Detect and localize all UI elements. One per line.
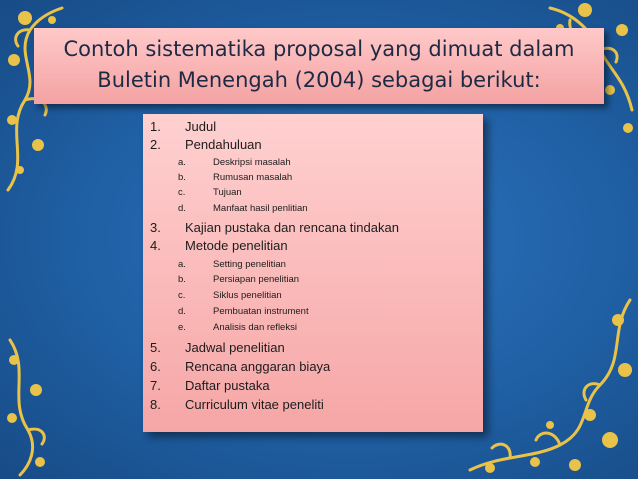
sub-item-label: Rumusan masalah — [213, 172, 293, 183]
sub-item-label: Pembuatan instrument — [213, 306, 309, 317]
sub-item-label: Tujuan — [213, 187, 242, 198]
title-line-1: Contoh sistematika proposal yang dimuat dalam — [63, 37, 575, 61]
list-item-label: Kajian pustaka dan rencana tindakan — [185, 220, 399, 235]
list-item-number: 2. — [150, 137, 161, 152]
sub-item-letter: b. — [178, 172, 186, 183]
list-item-number: 7. — [150, 378, 161, 393]
sub-item-letter: c. — [178, 290, 186, 301]
sub-item-letter: d. — [178, 203, 186, 214]
title-line-2: Buletin Menengah (2004) sebagai berikut: — [97, 68, 541, 92]
list-item-label: Pendahuluan — [185, 137, 262, 152]
list-item-label: Rencana anggaran biaya — [185, 359, 331, 374]
list-item-number: 3. — [150, 220, 161, 235]
sub-item-label: Siklus penelitian — [213, 290, 282, 301]
list-item-number: 4. — [150, 238, 161, 253]
list-item-label: Curriculum vitae peneliti — [185, 397, 324, 412]
slide-title — [34, 28, 604, 104]
ornament-bottom-left-icon — [0, 330, 60, 479]
list-item-label: Jadwal penelitian — [185, 340, 285, 355]
sub-item-letter: e. — [178, 322, 186, 333]
list-item-number: 8. — [150, 397, 161, 412]
list-item-number: 6. — [150, 359, 161, 374]
list-item-number: 1. — [150, 119, 161, 134]
sub-item-label: Deskripsi masalah — [213, 157, 291, 168]
sub-item-label: Analisis dan refleksi — [213, 322, 297, 333]
list-item-label: Judul — [185, 119, 217, 134]
list-item-number: 5. — [150, 340, 161, 355]
sub-item-letter: a. — [178, 259, 186, 270]
sub-item-letter: a. — [178, 157, 186, 168]
sub-item-label: Manfaat hasil penlitian — [213, 203, 308, 214]
outline-list — [143, 114, 483, 432]
sub-item-letter: d. — [178, 306, 186, 317]
sub-item-label: Setting penelitian — [213, 259, 286, 270]
sub-item-label: Persiapan penelitian — [213, 274, 300, 285]
list-item-label: Metode penelitian — [185, 238, 288, 253]
sub-item-letter: b. — [178, 274, 186, 285]
list-item-label: Daftar pustaka — [185, 378, 270, 393]
sub-item-letter: c. — [178, 187, 186, 198]
